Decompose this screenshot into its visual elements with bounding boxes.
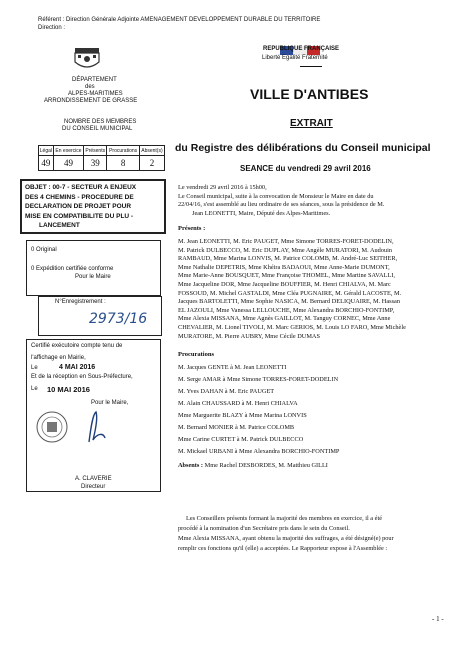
count-value: 2 <box>139 156 164 171</box>
council-count-table <box>38 145 165 171</box>
registre-title: du Registre des délibérations du Conseil municipal <box>175 142 431 154</box>
intro-line: 22/04/16, s'est assemblé au lieu ordinaire de ses séances, sous la présidence de M. <box>178 201 385 209</box>
presents-line: RAMBAUD, Mme Marina LONVIS, M. Patrice COLOMB, M. André-Luc SEITHER, <box>178 255 398 263</box>
republic-motto: Liberté Egalité Fraternité <box>262 55 328 61</box>
presents-line: CHEVALIER, M. Lionel TIVOLI, M. Marc GERIOS, M. Louis LO FARO, Mme Michèle <box>178 323 406 331</box>
certif-le-2: Le <box>31 386 38 392</box>
certif-le-1: Le <box>31 365 38 371</box>
motto-divider <box>300 66 322 67</box>
count-header: Absent(s) <box>141 147 163 154</box>
procuration-line: M. Mickael URBANI à Mme Alexandra BORCHIO-FONTIMP <box>178 448 340 455</box>
closing-line: procédé à la nomination d'un Secrétaire pris dans le sein du Conseil. <box>178 525 350 532</box>
presents-line: M. Patrick DULBECCO, M. Eric DUPLAY, Mme Angèle MURATORI, M. Audouin <box>178 246 392 254</box>
certif-line-2: l'affichage en Mairie, <box>31 355 86 361</box>
org-arrondissement: ARRONDISSEMENT DE GRASSE <box>44 98 138 104</box>
intro-line: Jean LEONETTI, Maire, Député des Alpes-Maritimes. <box>192 209 331 217</box>
antibes-crest-icon <box>72 46 102 72</box>
presents-line: Jacques BARTOLETTI, Mme Sophie NASICA, M. Bernard DELIQUAIRE, M. Hassan <box>178 298 400 306</box>
signatory-title: Directeur <box>81 484 106 490</box>
intro-line: Le vendredi 29 avril 2016 à 15h00, <box>178 184 267 191</box>
objet-line: MISE EN COMPATIBILITE DU PLU - <box>25 212 134 220</box>
objet-line: OBJET : 00-7 - SECTEUR A ENJEUX <box>25 184 137 191</box>
original-box <box>26 240 161 296</box>
direction-line: Direction : <box>38 25 66 31</box>
presents-line: EL JAZOULI, Mme Vanessa LELLOUCHE, Mme Alexandra BORCHIO-FONTIMP, <box>178 306 395 314</box>
procuration-line: M. Bernard MONIER à M. Patrice COLOMB <box>178 424 295 431</box>
pour-le-maire: Pour le Maire <box>75 274 111 280</box>
signatory-name: A. CLAVERIE <box>75 476 112 482</box>
count-value: 39 <box>84 156 107 171</box>
presents-line: Mme Nathalie DEPETRIS, Mme Khéira BADAOUI, Mme Anne-Marie DUMONT, <box>178 263 390 271</box>
presents-line: Mme Marie-Anne BOUSQUET, Mme Françoise THOMEL, Mme Martine SAVALLI, <box>178 272 395 280</box>
republic-name: REPUBLIQUE FRANÇAISE <box>263 46 340 52</box>
enregistrement-label: N°Enregistrement : <box>55 299 106 305</box>
official-seal-icon <box>35 410 69 444</box>
extrait-title: EXTRAIT <box>290 118 333 129</box>
objet-box <box>20 179 166 234</box>
closing-line: remplir ces fonctions qu'il (elle) a acceptées. Le Rapporteur expose à l'Assemblée : <box>178 545 388 552</box>
org-departement: DÉPARTEMENT <box>72 77 117 83</box>
city-title: VILLE D'ANTIBES <box>250 86 369 102</box>
procuration-line: M. Serge AMAR à Mme Simone TORRES-FORET-DODELIN <box>178 376 339 383</box>
count-value: 49 <box>53 156 83 171</box>
objet-line: DES 4 CHEMINS - PROCEDURE DE <box>25 193 134 201</box>
closing-line: Mme Alexia MISSANA, ayant obtenu la majorité des suffrages, a été désigné(e) pour <box>178 535 394 542</box>
count-header: Procurations <box>107 146 140 156</box>
intro-paragraph <box>178 184 384 218</box>
enregistrement-box <box>38 296 162 336</box>
presents-label: Présents : <box>178 225 206 232</box>
procuration-line: Mme Carine CURTET à M. Patrick DULBECCO <box>178 436 304 443</box>
objet-line: LANCEMENT <box>39 222 80 229</box>
referent-line: Référent : Direction Générale Adjointe AMENAGEMENT DEVELOPPEMENT DURABLE DU TERRITOIRE <box>38 17 321 23</box>
certif-line-4: Et de la réception en Sous-Préfecture, <box>31 374 133 380</box>
count-value: 8 <box>107 156 140 171</box>
affichage-date-stamp: 4 MAI 2016 <box>59 364 96 371</box>
procurations-label: Procurations <box>178 351 214 358</box>
reception-date-stamp: 10 MAI 2016 <box>47 385 90 394</box>
enregistrement-number: 2973/16 <box>89 311 148 327</box>
seance-title: SEANCE du vendredi 29 avril 2016 <box>240 164 371 173</box>
procuration-line: M. Yves DAHAN à M. Eric PAUGET <box>178 388 275 395</box>
count-header: En exercice <box>53 146 83 156</box>
count-value: 49 <box>39 156 54 171</box>
page-number: - 1 - <box>432 615 444 623</box>
org-alpes: ALPES-MARITIMES <box>68 91 123 97</box>
org-des: des <box>85 84 95 90</box>
presents-line: MURATORE, M. Pierre AUBRY, Mme Cécile DUMAS <box>178 332 320 340</box>
original-label: 0 Original <box>31 247 57 253</box>
procuration-line: Mme Marguerite BLAZY à Mme Marina LONVIS <box>178 412 307 419</box>
absents-text: Mme Rachel DESBORDES, M. Matthieu GILLI <box>204 462 328 469</box>
procuration-line: M. Jacques GENTE à M. Jean LEONETTI <box>178 364 287 371</box>
intro-line: Le Conseil municipal, suite à la convocation de Monsieur le Maire en date du <box>178 192 374 200</box>
count-header: Légal <box>39 147 53 154</box>
counts-title-2: DU CONSEIL MUNICIPAL <box>62 126 133 132</box>
certif-box <box>26 339 161 492</box>
objet-line: DECLARATION DE PROJET POUR <box>25 203 132 210</box>
procuration-line: M. Alain CHAUSSARD à M. Henri CHIALVA <box>178 400 298 407</box>
certif-pour-le-maire: Pour le Maire, <box>91 400 129 406</box>
closing-line: Les Conseillers présents formant la majorité des membres en exercice, il a été <box>186 515 383 522</box>
presents-line: Mme Alexia MISSANA, Mme Agnès GAILLOT, M. Tanguy CORNEC, Mme Anne <box>178 315 391 323</box>
absents-row <box>178 462 328 469</box>
signature-icon <box>85 408 109 448</box>
certif-line-1: Certifié exécutoire compte tenu de <box>31 343 123 349</box>
presents-list <box>178 238 406 341</box>
closing-paragraph <box>178 514 394 554</box>
expedition-label: 0 Expédition certifiée conforme <box>31 266 114 272</box>
presents-line: Mme Jacqueline DOR, Mme Jacqueline BOUFFIER, M. Henri CHIALVA, M. Marc <box>178 280 391 288</box>
presents-line: M. Jean LEONETTI, M. Eric PAUGET, Mme Simone TORRES-FORET-DODELIN, <box>178 238 394 245</box>
presents-line: FOSSOUD, M. Michel GASTALDI, Mme Cléa PUGNAIRE, M. Gérald LACOSTE, M. <box>178 289 402 297</box>
count-header: Présents <box>85 147 106 154</box>
absents-label: Absents : <box>178 462 204 469</box>
counts-title-1: NOMBRE DES MEMBRES <box>64 119 137 125</box>
